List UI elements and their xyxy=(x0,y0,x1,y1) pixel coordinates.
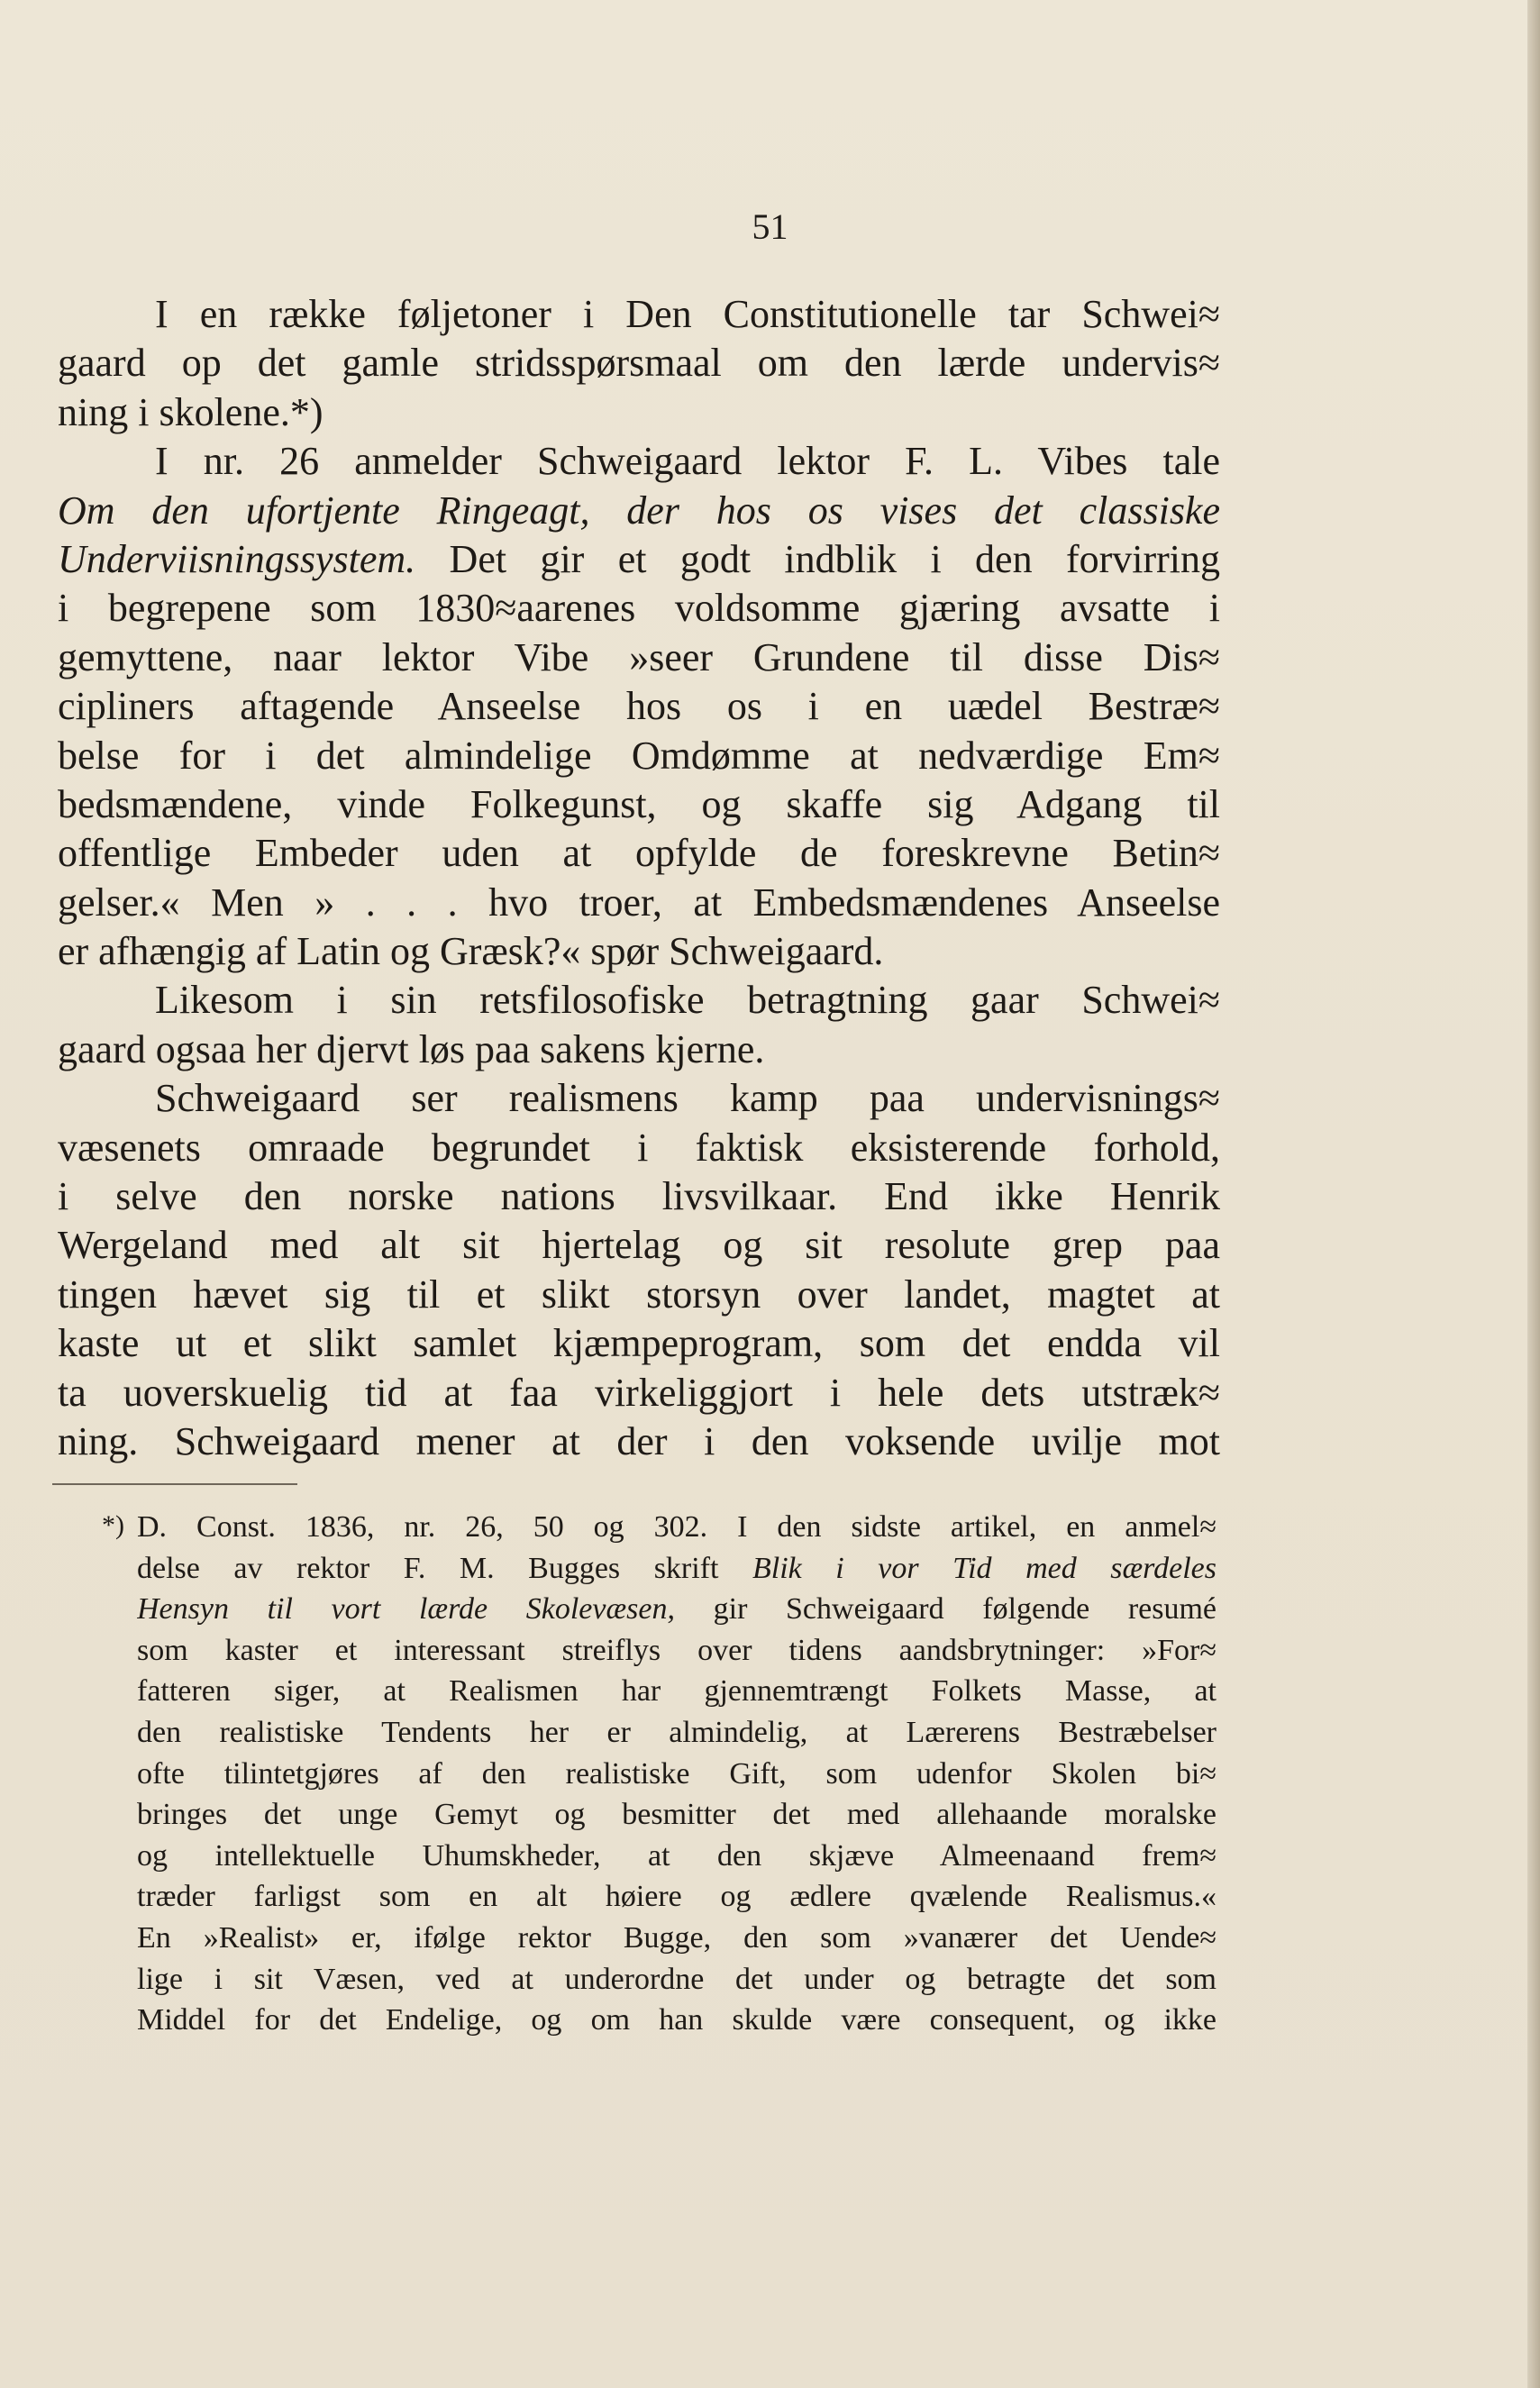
text-line xyxy=(58,1074,1220,1123)
text-run: gemyttene, naar lektor Vibe »seer Grundene til disse Dis≈ xyxy=(58,634,1220,679)
text-line xyxy=(58,584,1220,633)
footnote-line xyxy=(137,1959,1217,2001)
text-line xyxy=(58,487,1220,535)
text-line xyxy=(58,535,1220,584)
text-run: I en række føljetoner i Den Constitutionelle tar Schwei≈ xyxy=(155,292,1220,336)
text-line xyxy=(58,1417,1220,1466)
text-run: den realistiske Tendents her er almindelig, at Lærerens Bestræbelser xyxy=(137,1715,1217,1749)
text-run: ta uoverskuelig tid at faa virkeliggjort i hele dets utstræk≈ xyxy=(58,1370,1220,1415)
text-run: fatteren siger, at Realismen har gjennemtrængt Folkets Masse, at xyxy=(137,1674,1217,1709)
text-line xyxy=(58,1221,1220,1270)
text-run: gir Schweigaard følgende resumé xyxy=(675,1592,1217,1627)
page-number: 51 xyxy=(752,206,788,247)
italic-title-text: Hensyn til vort lærde Skolevæsen, xyxy=(137,1592,675,1627)
text-run: bedsmændene, vinde Folkegunst, og skaffe sig Adgang til xyxy=(58,781,1220,826)
footnote-line xyxy=(137,1712,1217,1754)
footnote-line xyxy=(137,1589,1217,1630)
text-line xyxy=(58,388,1220,437)
text-run: I nr. 26 anmelder Schweigaard lektor F. L. Vibes tale xyxy=(155,439,1220,484)
text-run: lige i sit Væsen, ved at underordne det under og betragte det som xyxy=(137,1962,1217,1996)
footnote-line xyxy=(137,1836,1217,1877)
text-line xyxy=(58,633,1220,682)
footnote-text xyxy=(137,1507,1217,2041)
text-run: offentlige Embeder uden at opfylde de foreskrevne Betin≈ xyxy=(58,831,1220,876)
footnote-line xyxy=(137,1876,1217,1918)
text-run: gelser.« Men » . . . hvo troer, at Embedsmændenes Anseelse xyxy=(58,880,1220,925)
text-line xyxy=(58,976,1220,1025)
text-run: i begrepene som 1830≈aarenes voldsomme gjæring avsatte i xyxy=(58,586,1220,631)
text-line xyxy=(58,437,1220,486)
text-run: gaard ogsaa her djervt løs paa sakens kjerne. xyxy=(58,1026,765,1071)
footnote-line xyxy=(137,1794,1217,1836)
text-line xyxy=(58,829,1220,878)
text-run: som kaster et interessant streiflys over tidens aandsbrytninger: »For≈ xyxy=(137,1633,1217,1667)
text-run: D. Const. 1836, nr. 26, 50 og 302. I den sidste artikel, en anmel≈ xyxy=(137,1510,1217,1544)
footnote-line xyxy=(137,1754,1217,1795)
page-edge-shadow xyxy=(1527,0,1540,2388)
italic-title-text: Om den ufortjente Ringeagt, der hos os vises det classiske xyxy=(58,488,1220,533)
text-run: kaste ut et slikt samlet kjæmpeprogram, som det endda vil xyxy=(58,1321,1220,1366)
footnote-line xyxy=(137,1630,1217,1672)
italic-title-text: Underviisningssystem. xyxy=(58,536,416,581)
text-line xyxy=(58,732,1220,780)
text-run: væsenets omraade begrundet i faktisk eksisterende forhold, xyxy=(58,1125,1220,1170)
text-line xyxy=(58,1271,1220,1319)
text-line xyxy=(58,927,1220,976)
text-line xyxy=(58,879,1220,927)
text-run: belse for i det almindelige Omdømme at nedværdige Em≈ xyxy=(58,733,1220,778)
text-line xyxy=(58,682,1220,731)
footnote-line xyxy=(137,1507,1217,1548)
text-line xyxy=(58,1319,1220,1368)
text-run: er afhængig af Latin og Græsk?« spør Schweigaard. xyxy=(58,929,884,974)
text-run: ning. Schweigaard mener at der i den voksende uvilje mot xyxy=(58,1418,1220,1463)
text-run: cipliners aftagende Anseelse hos os i en uædel Bestræ≈ xyxy=(58,684,1220,729)
text-run: tingen hævet sig til et slikt storsyn over landet, magtet at xyxy=(58,1271,1220,1317)
text-run: ning i skolene.*) xyxy=(58,389,323,434)
text-run: ofte tilintetgjøres af den realistiske Gift, som udenfor Skolen bi≈ xyxy=(137,1756,1217,1791)
text-run: Wergeland med alt sit hjertelag og sit resolute grep paa xyxy=(58,1223,1220,1268)
text-run: delse av rektor F. M. Bugges skrift xyxy=(137,1551,752,1585)
text-run: En »Realist» er, ifølge rektor Bugge, den som »vanærer det Uende≈ xyxy=(137,1920,1217,1955)
footnote-marker: *) xyxy=(102,1510,124,1540)
text-run: Likesom i sin retsfilosofiske betragtning gaar Schwei≈ xyxy=(155,978,1220,1023)
text-line xyxy=(58,1172,1220,1221)
body-text xyxy=(58,290,1220,1466)
text-line xyxy=(58,1369,1220,1417)
text-line xyxy=(58,339,1220,387)
text-line xyxy=(58,1124,1220,1172)
footnote-line xyxy=(137,1918,1217,1959)
text-run: i selve den norske nations livsvilkaar. End ikke Henrik xyxy=(58,1174,1220,1219)
text-run: bringes det unge Gemyt og besmitter det med allehaande moralske xyxy=(137,1798,1217,1832)
text-run: træder farligst som en alt høiere og ædlere qvælende Realismus.« xyxy=(137,1880,1217,1914)
text-line xyxy=(58,290,1220,339)
text-line xyxy=(58,780,1220,829)
text-run: gaard op det gamle stridsspørsmaal om den lærde undervis≈ xyxy=(58,341,1220,386)
footnote-line xyxy=(137,2000,1217,2041)
text-run: Schweigaard ser realismens kamp paa undervisnings≈ xyxy=(155,1076,1220,1121)
footnote-line xyxy=(137,1548,1217,1590)
text-line xyxy=(58,1025,1220,1074)
text-run: og intellektuelle Uhumskheder, at den skjæve Almeenaand frem≈ xyxy=(137,1838,1217,1873)
text-run: Middel for det Endelige, og om han skulde være consequent, og ikke xyxy=(137,2003,1217,2037)
footnote-separator xyxy=(52,1483,297,1485)
text-run: Det gir et godt indblik i den forvirring xyxy=(415,536,1220,581)
italic-title-text: Blik i vor Tid med særdeles xyxy=(752,1551,1217,1585)
footnote-line xyxy=(137,1671,1217,1712)
